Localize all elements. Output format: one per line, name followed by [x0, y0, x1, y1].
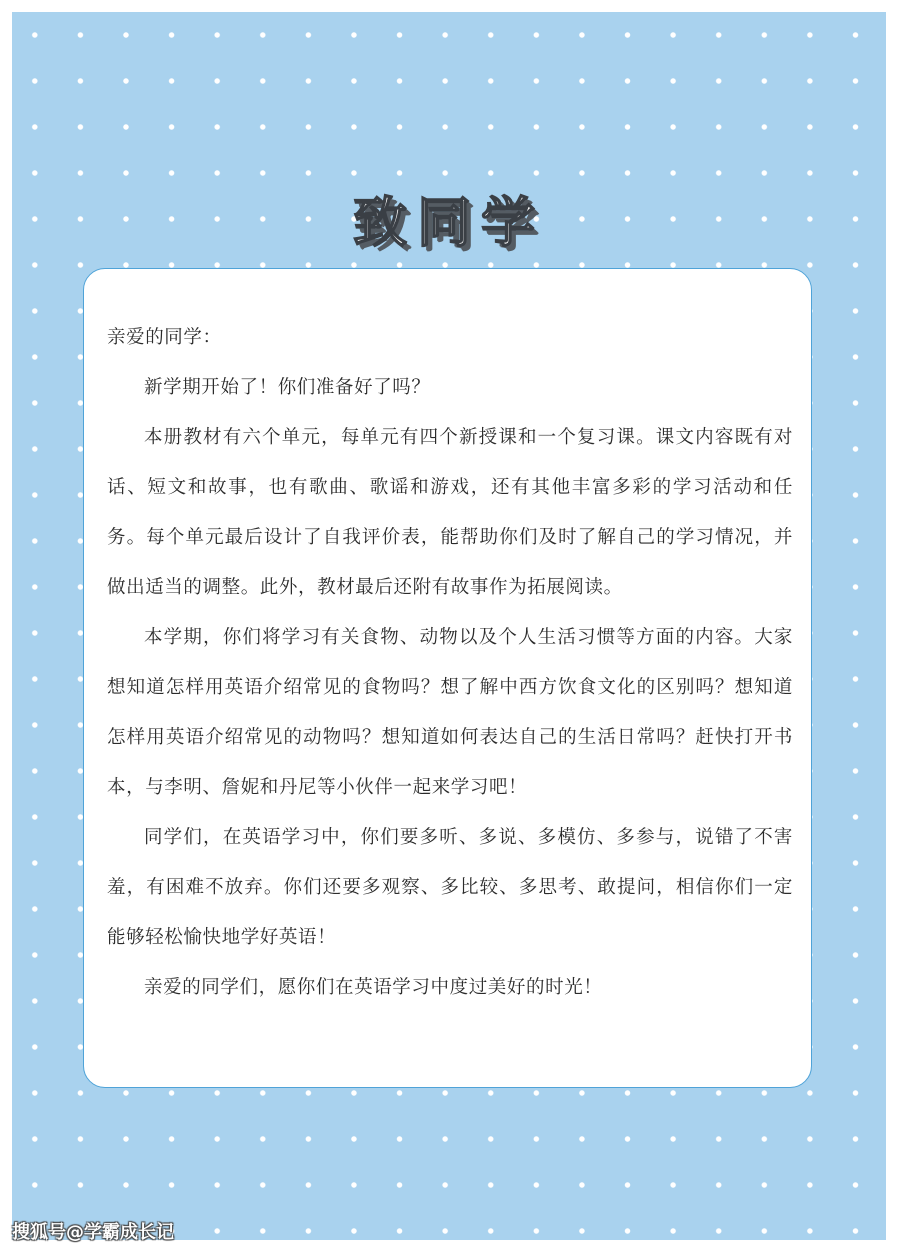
letter-card — [83, 268, 812, 1088]
letter-paragraph-5: 亲爱的同学们，愿你们在英语学习中度过美好的时光！ — [144, 977, 603, 998]
letter-paragraph-2: 本册教材有六个单元，每单元有四个新授课和一个复习课。课文内容既有对话、短文和故事，也有歌曲、歌谣和游戏，还有其他丰富多彩的学习活动和任务。每个单元最后设计了自我评价表，能帮助你们及时了解自己的学习情况，并做出适当的调整。此外，教材最后还附有故事作为拓展阅读。 — [107, 427, 793, 598]
page-title: 致同学 — [353, 191, 545, 254]
letter-body — [107, 313, 793, 1013]
letter-paragraph-3: 本学期，你们将学习有关食物、动物以及个人生活习惯等方面的内容。大家想知道怎样用英语介绍常见的食物吗？想了解中西方饮食文化的区别吗？想知道怎样用英语介绍常见的动物吗？想知道如何表达自己的生活日常吗？赶快打开书本，与李明、詹妮和丹尼等小伙伴一起来学习吧！ — [107, 627, 793, 798]
watermark: 搜狐号@学霸成长记 — [12, 1222, 174, 1243]
letter-greeting: 亲爱的同学： — [107, 327, 222, 348]
letter-paragraph-4: 同学们，在英语学习中，你们要多听、多说、多模仿、多参与，说错了不害羞，有困难不放弃。你们还要多观察、多比较、多思考、敢提问，相信你们一定能够轻松愉快地学好英语！ — [107, 827, 793, 948]
letter-paragraph-1: 新学期开始了！你们准备好了吗？ — [144, 377, 431, 398]
page-background — [12, 12, 886, 1240]
